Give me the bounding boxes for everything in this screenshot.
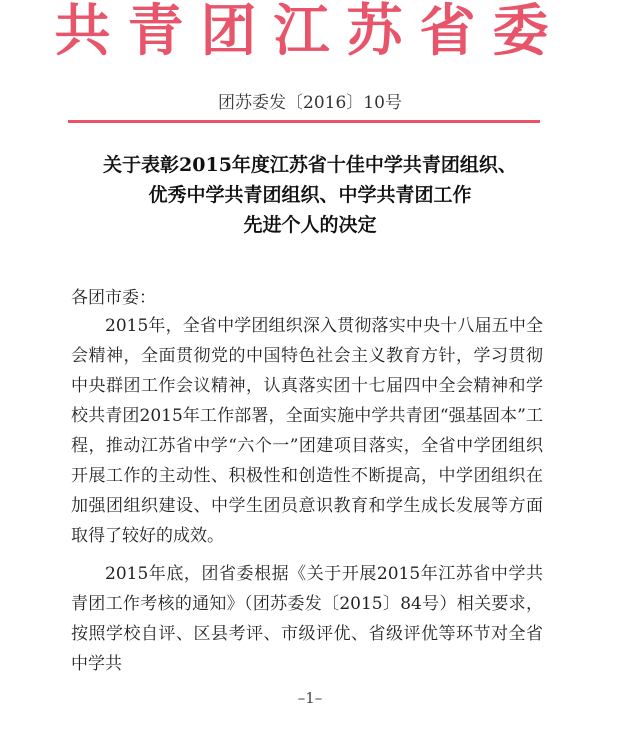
issuer-title: 共青团江苏省委 (54, 0, 566, 64)
header-divider (68, 120, 540, 123)
paragraph-1: 2015年，全省中学团组织深入贯彻落实中央十八届五中全会精神，全面贯彻党的中国特色社会主义教育方针，学习贯彻中央群团工作会议精神，认真落实团十七届四中全会精神和学校共青团2015年工作部署，全面实施中学共青团“强基固本”工程，推动江苏省中学“六个一”团建项目落实，全省中学团组织开展工作的主动性、积极性和创造性不断提高，中学团组织在加强团组织建设、中学生团员意识教育和学生成长发展等方面取得了较好的成效。 (71, 316, 543, 546)
title-line-3: 先进个人的决定 (243, 214, 377, 236)
salutation: 各团市委： (71, 288, 156, 308)
page-number: –1– (297, 689, 323, 707)
paragraph-2: 2015年底，团省委根据《关于开展2015年江苏省中学共青团工作考核的通知》（团苏委发〔2015〕84号）相关要求，按照学校自评、区县考评、市级评优、省级评优等环节对全省中学共 (71, 564, 543, 674)
document-title (0, 150, 620, 240)
body-text (71, 311, 543, 687)
title-line-2: 优秀中学共青团组织、中学共青团工作 (148, 184, 472, 206)
document-number: 团苏委发〔2016〕10号 (218, 93, 402, 113)
title-line-1: 关于表彰2015年度江苏省十佳中学共青团组织、 (103, 154, 517, 176)
